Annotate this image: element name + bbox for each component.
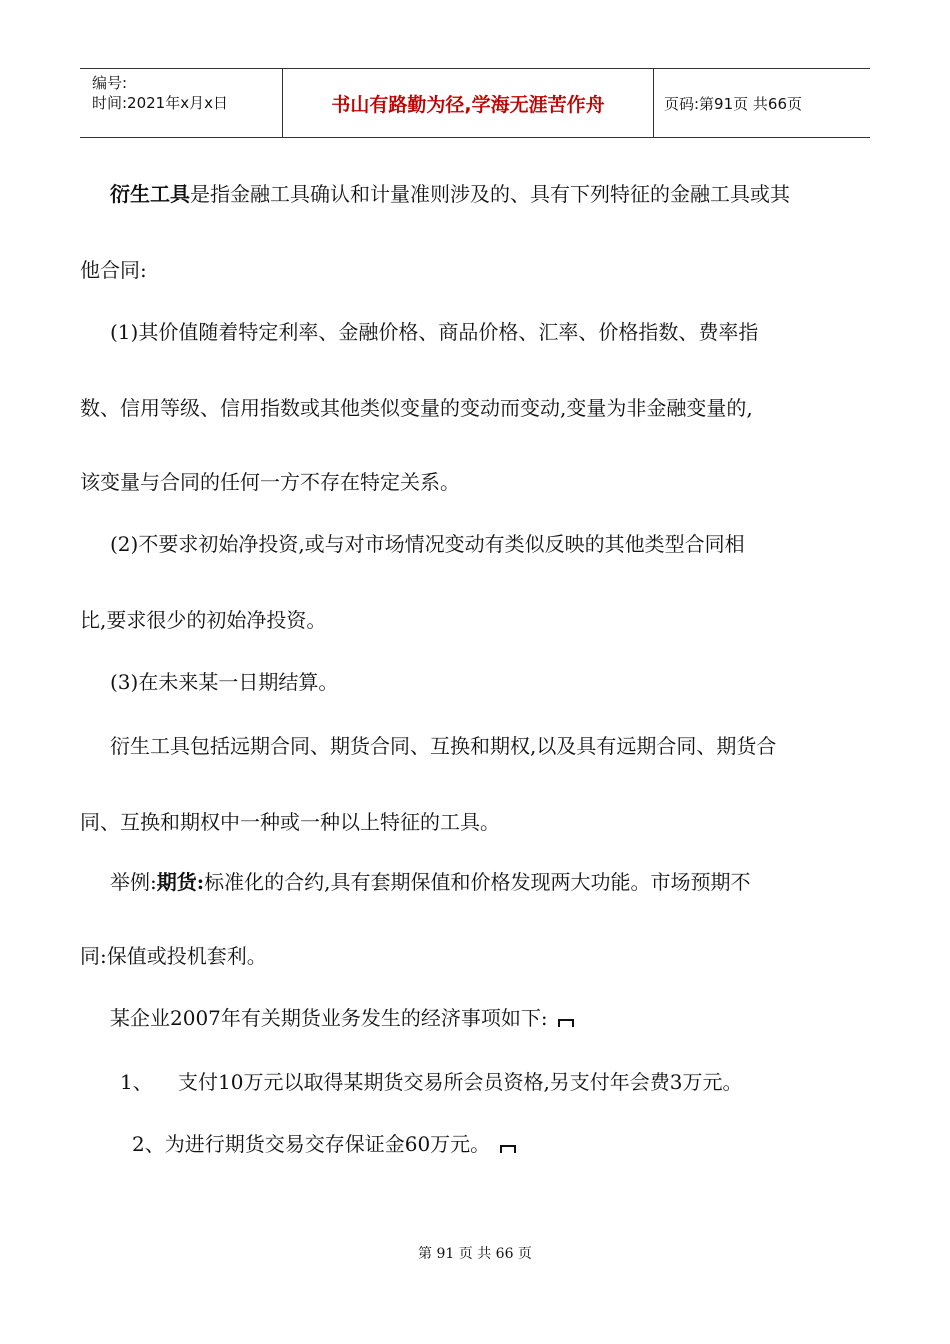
example-prefix: 举例:: [110, 870, 157, 894]
case-intro: [80, 1004, 880, 1032]
document-number: 编号:: [92, 74, 128, 92]
case-intro-text: 某企业2007年有关期货业务发生的经济事项如下:: [110, 1006, 548, 1030]
header-motto: 书山有路勤为径,学海无涯苦作舟: [282, 69, 654, 137]
item-text: 2、为进行期货交易交存保证金60万元。: [132, 1132, 491, 1156]
example-line1: [80, 868, 880, 896]
return-mark-icon: [500, 1145, 516, 1153]
page-footer: 第 91 页 共 66 页: [418, 1246, 532, 1262]
condition1-line1: (1)其价值随着特定利率、金融价格、商品价格、汇率、价格指数、费率指: [110, 320, 759, 344]
paragraph-definition-line1: [80, 180, 880, 208]
item-text: 支付10万元以取得某期货交易所会员资格,另支付年会费3万元。: [178, 1070, 743, 1094]
header-meta: [80, 69, 282, 137]
return-mark-icon: [558, 1019, 574, 1027]
condition3-line1: (3)在未来某一日期结算。: [110, 670, 339, 694]
document-date: 时间:2021年x月x日: [92, 94, 228, 112]
item-number: 1、: [120, 1070, 153, 1094]
definition-text: 是指金融工具确认和计量准则涉及的、具有下列特征的金融工具或其: [190, 182, 790, 206]
header-page-info: 页码:第91页 共66页: [664, 94, 802, 113]
example-text: 标准化的合约,具有套期保值和价格发现两大功能。市场预期不: [204, 870, 751, 894]
derivatives-scope-line2: 同、互换和期权中一种或一种以上特征的工具。: [80, 810, 500, 834]
derivatives-scope-line1: 衍生工具包括远期合同、期货合同、互换和期权,以及具有远期合同、期货合: [110, 734, 777, 758]
condition1-line2: 数、信用等级、信用指数或其他类似变量的变动而变动,变量为非金融变量的,: [80, 396, 753, 420]
condition1-line3: 该变量与合同的任何一方不存在特定关系。: [80, 470, 460, 494]
case-item-1: [80, 1068, 880, 1096]
condition2-line1: (2)不要求初始净投资,或与对市场情况变动有类似反映的其他类型合同相: [110, 532, 745, 556]
paragraph-definition-line2: 他合同:: [80, 258, 147, 282]
page-header: [80, 68, 870, 138]
case-item-2: [80, 1130, 880, 1158]
example-line2: 同:保值或投机套利。: [80, 944, 267, 968]
term-derivatives: 衍生工具: [110, 182, 190, 206]
term-futures: 期货:: [156, 870, 205, 894]
condition2-line2: 比,要求很少的初始净投资。: [80, 608, 327, 632]
